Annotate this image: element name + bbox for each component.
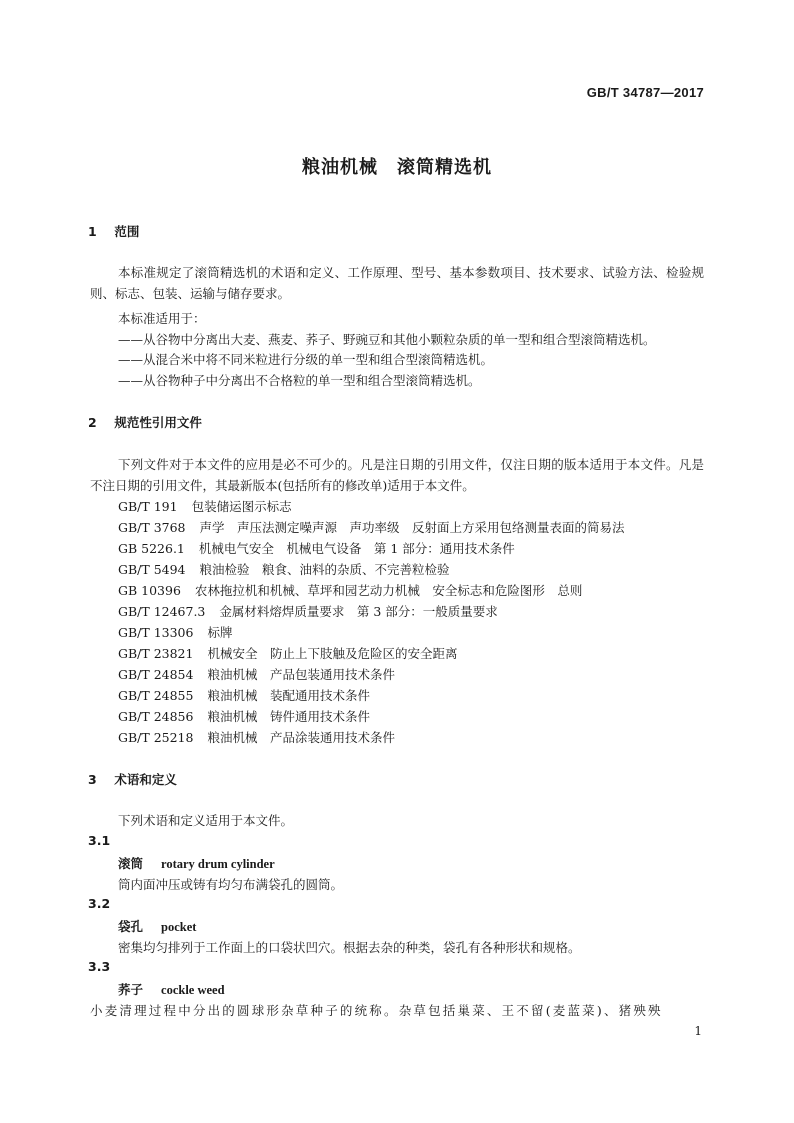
section-title: 范围: [114, 224, 140, 239]
term-definition: 密集均匀排列于工作面上的口袋状凹穴。根据去杂的种类，袋孔有各种形状和规格。: [118, 940, 581, 955]
reference-code: GB/T 23821: [118, 646, 194, 661]
reference-name: 粮油机械 铸件通用技术条件: [207, 709, 370, 724]
term-heading: [118, 917, 196, 935]
reference-name: 机械电气安全 机械电气设备 第 1 部分：通用技术条件: [198, 541, 515, 556]
reference-item: [118, 581, 582, 599]
section-number: 2: [88, 415, 97, 430]
reference-code: GB 5226.1: [118, 541, 185, 556]
term-english: cockle weed: [161, 983, 225, 997]
section-number: 3: [88, 772, 97, 787]
reference-name: 粮油机械 产品包装通用技术条件: [207, 667, 395, 682]
reference-item: [118, 686, 370, 704]
reference-code: GB/T 3768: [118, 520, 186, 535]
reference-item: [118, 539, 515, 557]
reference-item: [118, 644, 457, 662]
section-title: 规范性引用文件: [114, 415, 202, 430]
scope-item: ——从混合米中将不同米粒进行分级的单一型和组合型滚筒精选机。: [118, 352, 494, 367]
term-definition: 小麦清理过程中分出的圆球形杂草种子的统称。杂草包括巢菜、王不留(麦蓝菜)、猪殃殃: [90, 1003, 663, 1018]
reference-code: GB/T 191: [118, 499, 178, 514]
term-definition: 筒内面冲压或铸有均匀布满袋孔的圆筒。: [118, 877, 344, 892]
reference-code: GB/T 13306: [118, 625, 194, 640]
reference-item: [118, 728, 395, 746]
reference-item: [118, 518, 625, 536]
standard-number: GB/T 34787—2017: [586, 85, 704, 100]
terms-intro: 下列术语和定义适用于本文件。: [118, 813, 294, 828]
reference-code: GB 10396: [118, 583, 181, 598]
reference-name: 标牌: [207, 625, 233, 640]
reference-code: GB/T 24856: [118, 709, 194, 724]
reference-name: 声学 声压法测定噪声源 声功率级 反射面上方采用包络测量表面的简易法: [199, 520, 625, 535]
reference-code: GB/T 12467.3: [118, 604, 206, 619]
term-chinese: 荞子: [118, 982, 144, 997]
section-number: 1: [88, 224, 97, 239]
reference-name: 粮油机械 装配通用技术条件: [207, 688, 370, 703]
scope-applies-to: 本标准适用于：: [118, 311, 206, 326]
reference-name: 金属材料熔焊质量要求 第 3 部分：一般质量要求: [219, 604, 498, 619]
term-chinese: 滚筒: [118, 856, 144, 871]
section-2-heading: [88, 413, 202, 431]
section-1-heading: [88, 222, 139, 240]
term-english: rotary drum cylinder: [161, 857, 275, 871]
reference-code: GB/T 24854: [118, 667, 194, 682]
references-intro: 下列文件对于本文件的应用是必不可少的。凡是注日期的引用文件，仅注日期的版本适用于本文件。凡是不注日期的引用文件，其最新版本(包括所有的修改单)适用于本文件。: [90, 457, 704, 493]
reference-code: GB/T 24855: [118, 688, 194, 703]
term-english: pocket: [161, 920, 197, 934]
reference-name: 包装储运图示标志: [191, 499, 292, 514]
document-title: 粮油机械 滚筒精选机: [302, 157, 492, 178]
scope-paragraph: 本标准规定了滚筒精选机的术语和定义、工作原理、型号、基本参数项目、技术要求、试验方法、检验规则、标志、包装、运输与储存要求。: [90, 265, 704, 301]
reference-item: [118, 707, 370, 725]
reference-code: GB/T 25218: [118, 730, 194, 745]
page-number: 1: [694, 1024, 702, 1038]
section-3-heading: [88, 770, 177, 788]
term-chinese: 袋孔: [118, 919, 144, 934]
section-title: 术语和定义: [114, 772, 177, 787]
reference-item: [118, 497, 292, 515]
reference-item: [118, 665, 395, 683]
reference-name: 农林拖拉机和机械、草坪和园艺动力机械 安全标志和危险图形 总则: [194, 583, 583, 598]
term-number: 3.3: [88, 959, 111, 974]
reference-item: [118, 602, 498, 620]
reference-name: 机械安全 防止上下肢触及危险区的安全距离: [207, 646, 458, 661]
reference-item: [118, 623, 232, 641]
term-heading: [118, 980, 225, 998]
scope-item: ——从谷物中分离出大麦、燕麦、荞子、野豌豆和其他小颗粒杂质的单一型和组合型滚筒精选机。: [118, 332, 656, 347]
term-number: 3.1: [88, 833, 111, 848]
scope-item: ——从谷物种子中分离出不合格粒的单一型和组合型滚筒精选机。: [118, 373, 481, 388]
term-number: 3.2: [88, 896, 111, 911]
reference-item: [118, 560, 450, 578]
reference-name: 粮油机械 产品涂装通用技术条件: [207, 730, 395, 745]
reference-code: GB/T 5494: [118, 562, 186, 577]
reference-name: 粮油检验 粮食、油料的杂质、不完善粒检验: [199, 562, 450, 577]
term-heading: [118, 854, 275, 872]
